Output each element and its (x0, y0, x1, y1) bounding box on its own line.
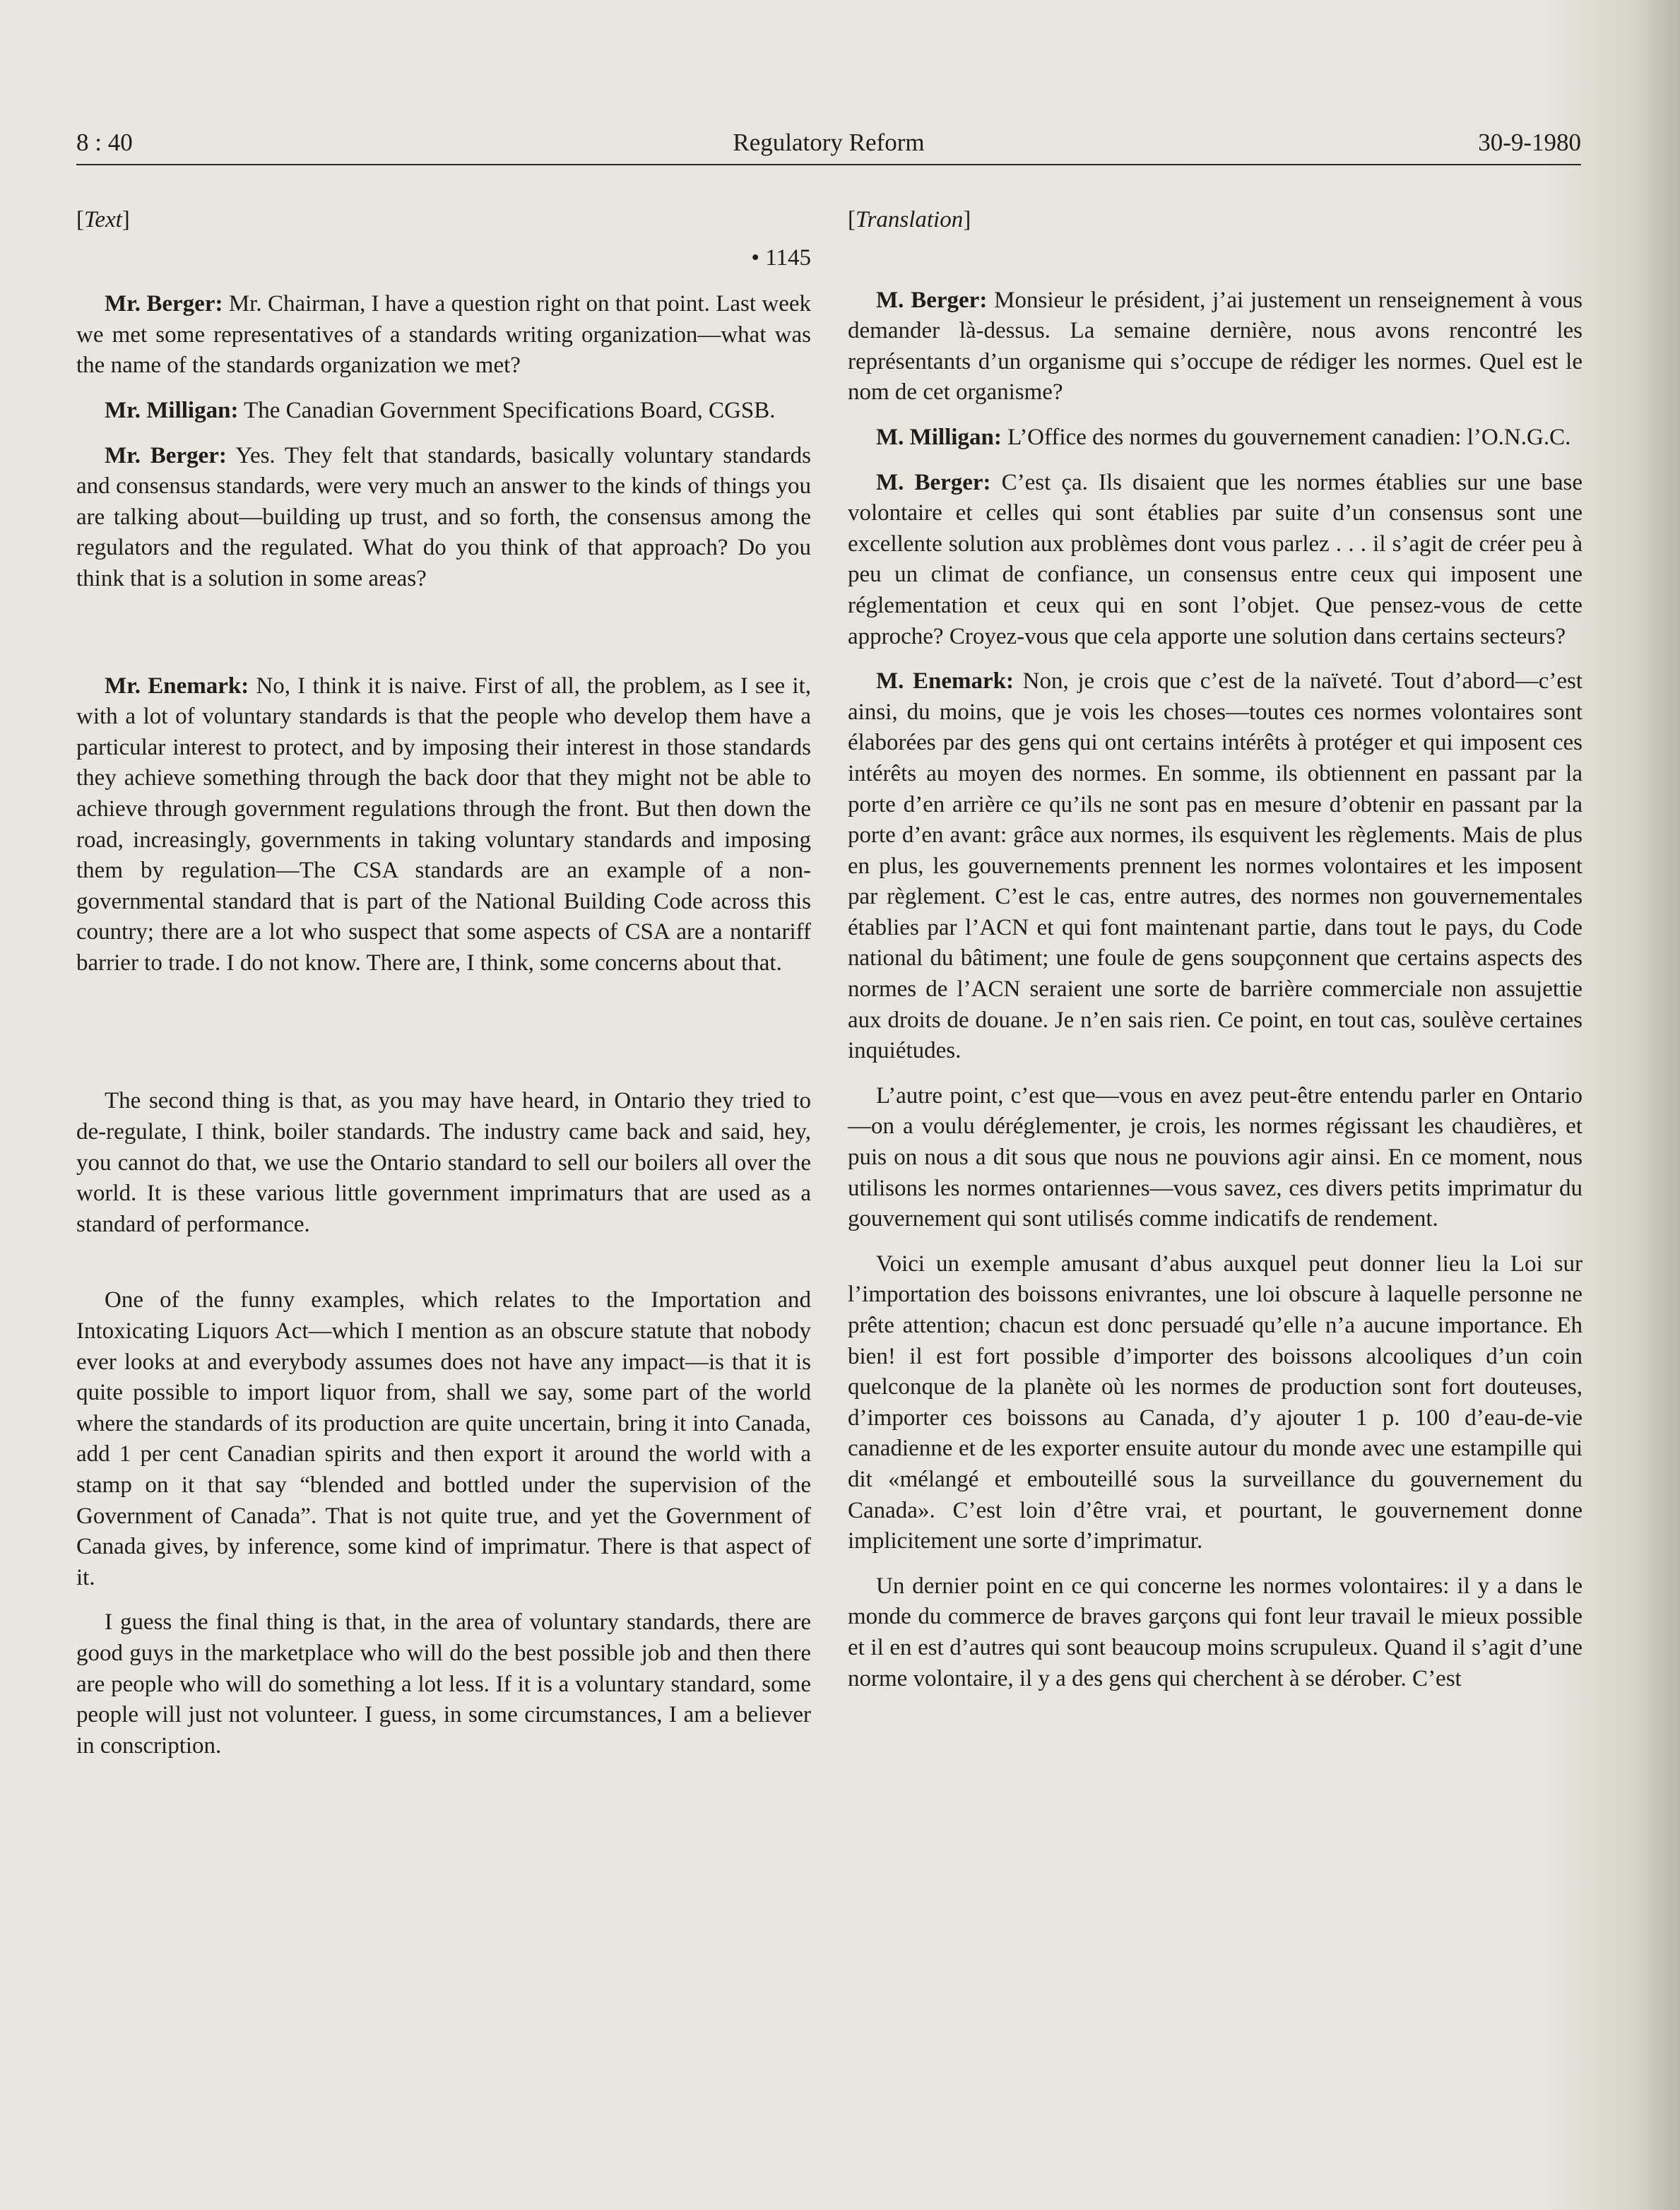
french-column (848, 205, 1583, 1708)
paragraph-text: I guess the final thing is that, in the area of voluntary standards, there are good guys in the marketplace who will do the best possible job and then there are people who will do something a lot less. If it is a voluntary standard, some people will just not volunteer. I guess, in some circumstances, I am a believer in conscription. (76, 1609, 811, 1759)
paragraph (848, 666, 1583, 1067)
paragraph (76, 1086, 811, 1240)
speaker-name: Mr. Berger: (105, 442, 227, 468)
page-number: 8 : 40 (76, 129, 133, 156)
issue-date: 30-9-1980 (1478, 129, 1581, 156)
paragraph-text: Mr. Chairman, I have a question right on that point. Last week we met some representatives of a standards writing organization—what was the name of the standards organization we met? (76, 291, 811, 379)
text-label: [Text] (76, 207, 130, 232)
speaker-name: Mr. Enemark: (105, 673, 249, 699)
speaker-name: Mr. Berger: (105, 291, 223, 317)
paragraph (848, 285, 1583, 408)
time-marker: • 1145 (751, 244, 811, 271)
running-header (76, 129, 1581, 157)
paragraph (76, 1607, 811, 1761)
speaker-name: M. Berger: (876, 287, 988, 313)
paragraph (76, 289, 811, 382)
paragraph (848, 1081, 1583, 1235)
paragraph-text: Voici un exemple amusant d’abus auxquel peut donner lieu la Loi sur l’importation des boissons enivrantes, une loi obscure à laquelle personne ne prête attention; chacun est donc persuadé qu’elle n’a aucune importance. Eh bien! il est fort possible d’importer des boissons alcooliques d’un coin quelconque de la planète où les normes de production sont fort douteuses, d’importer ces boissons au Canada, d’y ajouter 1 p. 100 d’eau-de-vie canadienne et de les exporter ensuite autour du monde avec une estampille qui dit «mélangé et embouteillé sous la surveillance du gouvernement du Canada». C’est loin d’être vrai, et pourtant, le gouvernement donne implicitement une sorte d’imprimatur. (848, 1251, 1583, 1554)
speaker-name: M. Berger: (876, 469, 991, 495)
paragraph-text: The Canadian Government Specifications Board, CGSB. (238, 397, 776, 423)
speaker-name: M. Enemark: (876, 668, 1014, 695)
paragraph-text: Un dernier point en ce qui concerne les normes volontaires: il y a dans le monde du commerce de braves garçons qui font leur travail le mieux possible et il en est d’autres qui sont beaucoup moins scrupuleux. Quand il s’agit d’une norme volontaire, il y a des gens qui cherchent à se dérober. C’est (848, 1573, 1583, 1691)
paragraph-text: L’Office des normes du gouvernement canadien: l’O.N.G.C. (1001, 424, 1571, 450)
paragraph-text: No, I think it is naive. First of all, the problem, as I see it, with a lot of voluntary standards is that the people who develop them have a particular interest to protect, and by imposing their interest in those standards they achieve something through the back door that they might not be able to achieve through government regulations through the front. But then down the road, increasingly, governments in taking voluntary standards and imposing them by regulation—The CSA standards are an example of a non-governmental standard that is part of the National Building Code across this country; there are a lot who suspect that some aspects of CSA are a nontariff barrier to trade. I do not know. There are, I think, some concerns about that. (76, 673, 811, 976)
paragraph-text: Non, je crois que c’est de la naïveté. Tout d’abord—c’est ainsi, du moins, que je vois les choses—toutes ces normes volontaires sont élaborées par des gens qui ont certains intérêts à protéger et qui imposent ces intérêts au moyen des normes. En somme, ils obtiennent en passant par la porte d’en arrière ce qu’ils ne sont pas en mesure d’obtenir en passant par la porte d’en avant: grâce aux normes, ils esquivent les règlements. Mais de plus en plus, les gouvernements prennent les normes volontaires et les imposent par règlement. C’est le cas, entre autres, des normes non gouvernementales établies par l’ACN et qui font maintenant partie, dans tout le pays, du Code national du bâtiment; une foule de gens soupçonnent que certains aspects des normes de l’ACN seraient une sorte de barrière commerciale non assujettie aux droits de douane. Je n’en sais rien. Ce point, en tout cas, soulève certaines inquiétudes. (848, 668, 1583, 1064)
paragraph-text: Monsieur le président, j’ai justement un renseignement à vous demander là-dessus. La semaine dernière, nous avons rencontré les représentants d’un organisme qui s’occupe de rédiger les normes. Quel est le nom de cet organisme? (848, 287, 1583, 406)
paragraph-text: L’autre point, c’est que—vous en avez peut-être entendu parler en Ontario—on a voulu déréglementer, je crois, les normes régissant les chaudières, et puis on nous a dit sous que nous ne pouvions agir ainsi. En ce moment, nous utilisons les normes ontariennes—vous savez, ces divers petits imprimatur du gouvernement qui sont utilisés comme indicatifs de rendement. (848, 1082, 1583, 1232)
paragraph-text: C’est ça. Ils disaient que les normes établies sur une base volontaire et celles qui sont établies par suite d’un consensus sont une excellente solution aux problèmes dont vous parlez . . . il s’agit de créer peu à peu un climat de confiance, un consensus entre ceux qui imposent une réglementation et ceux qui en sont l’objet. Que pensez-vous de cette approche? Croyez-vous que cela apporte une solution dans certains secteurs? (848, 469, 1583, 649)
paragraph-text: One of the funny examples, which relates to the Importation and Intoxicating Liquors Act—which I mention as an obscure statute that nobody ever looks at and everybody assumes does not have any impact—is that it is quite possible to import liquor from, shall we say, some part of the world where the standards of its production are quite uncertain, bring it into Canada, add 1 per cent Canadian spirits and then export it around the world with a stamp on it that say “blended and bottled under the supervision of the Government of Canada”. That is not quite true, and yet the Government of Canada gives, by inference, some kind of imprimatur. There is that aspect of it. (76, 1287, 811, 1590)
paragraph (76, 671, 811, 979)
paragraph (76, 396, 811, 427)
paragraph (848, 1571, 1583, 1694)
translation-label: [Translation] (848, 207, 971, 232)
speaker-name: Mr. Milligan: (105, 397, 239, 423)
publication-title: Regulatory Reform (733, 129, 925, 156)
paragraph-text: Yes. They felt that standards, basically voluntary standards and consensus standards, were very much an answer to the kinds of things you are talking about—building up trust, and so forth, the consensus among the regulators and the regulated. What do you think of that approach? Do you think that is a solution in some areas? (76, 442, 811, 591)
paragraph (76, 441, 811, 595)
paragraph (848, 1249, 1583, 1557)
paragraph (848, 468, 1583, 653)
paragraph-text: The second thing is that, as you may have heard, in Ontario they tried to de-regulate, I think, boiler standards. The industry came back and said, hey, you cannot do that, we use the Ontario standard to sell our boilers all over the world. It is these various little government imprimaturs that are used as a standard of performance. (76, 1088, 811, 1237)
english-column (76, 205, 811, 1775)
speaker-name: M. Milligan: (876, 424, 1002, 450)
paragraph (76, 1285, 811, 1593)
paragraph (848, 422, 1583, 454)
header-rule (76, 164, 1581, 165)
